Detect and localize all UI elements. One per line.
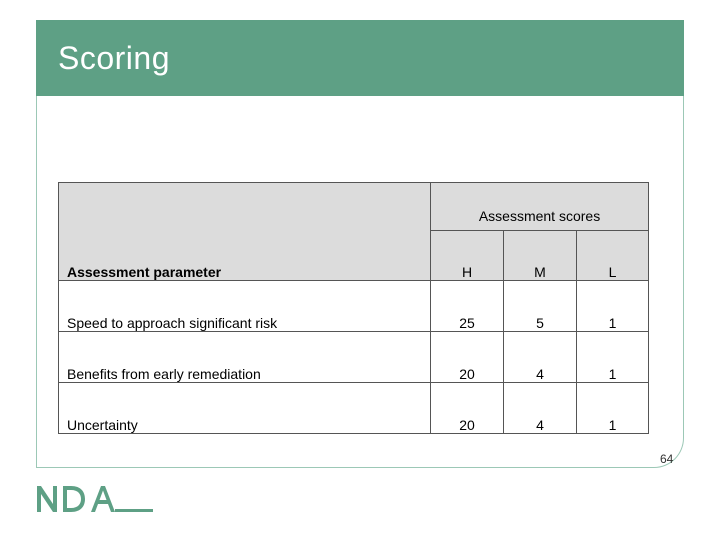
- score-cell-h: 20: [431, 383, 504, 434]
- table-row: [59, 281, 649, 332]
- title-bar: [36, 20, 684, 96]
- scores-group-header: Assessment scores: [478, 208, 601, 224]
- score-cell-m: 4: [504, 332, 577, 383]
- param-cell: Uncertainty: [59, 383, 431, 434]
- param-cell: Benefits from early remediation: [59, 332, 431, 383]
- param-header-cell: [59, 183, 431, 281]
- score-cell-l: 1: [577, 383, 649, 434]
- scores-table: [58, 182, 649, 434]
- score-cell-l: 1: [577, 281, 649, 332]
- table-header-row-top: [59, 183, 649, 231]
- score-cell-m: 5: [504, 281, 577, 332]
- table-row: [59, 332, 649, 383]
- param-header: Assessment parameter: [67, 264, 222, 280]
- score-header-m: M: [504, 231, 577, 281]
- score-cell-h: 25: [431, 281, 504, 332]
- table-row: [59, 383, 649, 434]
- scores-group-header-cell: [431, 183, 649, 231]
- slide-title: Scoring: [58, 40, 170, 76]
- score-cell-m: 4: [504, 383, 577, 434]
- nda-logo: [35, 482, 155, 519]
- score-cell-h: 20: [431, 332, 504, 383]
- score-header-h: H: [431, 231, 504, 281]
- param-cell: Speed to approach significant risk: [59, 281, 431, 332]
- nda-logo-mark: [35, 482, 155, 514]
- page-number: 64: [660, 452, 674, 466]
- score-cell-l: 1: [577, 332, 649, 383]
- score-header-l: L: [577, 231, 649, 281]
